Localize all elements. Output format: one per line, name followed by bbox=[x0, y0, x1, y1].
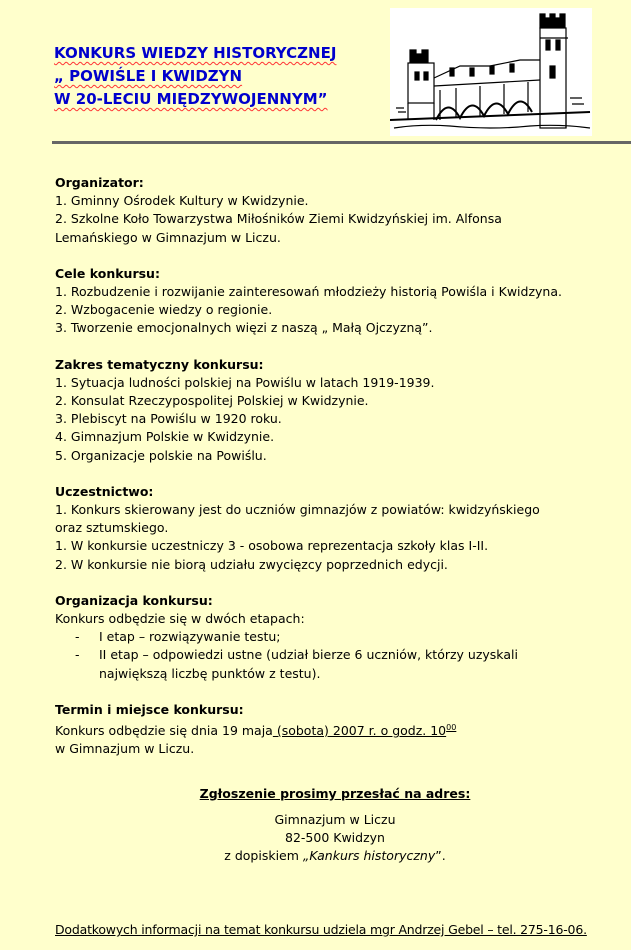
application-title: Zgłoszenie prosimy przesłać na adres: bbox=[199, 785, 471, 801]
venue-place: w Gimnazjum w Liczu. bbox=[55, 741, 195, 757]
list-item: 2. Szkolne Koło Towarzystwa Miłośników Ziemi Kwidzyńskiej im. Alfonsa bbox=[55, 211, 502, 227]
header bbox=[0, 0, 631, 150]
stage-text-continued: największą liczbę punktów z testu). bbox=[99, 665, 321, 681]
title-line-3: W 20-LECIU MIĘDZYWOJENNYM” bbox=[54, 90, 328, 108]
organizer-section bbox=[55, 174, 615, 247]
stage-text: I etap – rozwiązywanie testu; bbox=[99, 629, 281, 645]
address-note bbox=[55, 847, 615, 865]
dash-bullet: - bbox=[75, 629, 80, 645]
intro-text: Konkurs odbędzie się w dwóch etapach: bbox=[55, 611, 305, 627]
date-text: Konkurs odbędzie się dnia 19 maja bbox=[55, 723, 273, 739]
date-time-text: (sobota) 2007 r. o godz. 10 bbox=[272, 723, 447, 739]
address-block bbox=[55, 811, 615, 866]
castle-illustration bbox=[390, 8, 592, 136]
list-item: 4. Gimnazjum Polskie w Kwidzynie. bbox=[55, 429, 275, 445]
section-title: Zakres tematyczny konkursu: bbox=[55, 356, 264, 372]
stage-text: II etap – odpowiedzi ustne (udział bierze 6 uczniów, którzy uzyskali bbox=[99, 647, 518, 663]
scope-section bbox=[55, 356, 615, 465]
venue-section bbox=[55, 701, 615, 759]
list-item: Lemańskiego w Gimnazjum w Liczu. bbox=[55, 229, 281, 245]
note-prefix: z dopiskiem bbox=[224, 848, 303, 864]
address-line: 82-500 Kwidzyn bbox=[285, 830, 385, 846]
list-item: 3. Plebiscyt na Powiślu w 1920 roku. bbox=[55, 411, 282, 427]
list-item: 2. W konkursie nie biorą udziału zwycięzcy poprzednich edycji. bbox=[55, 556, 448, 572]
list-item: 1. Konkurs skierowany jest do uczniów gimnazjów z powiatów: kwidzyńskiego bbox=[55, 502, 540, 518]
list-item: oraz sztumskiego. bbox=[55, 520, 169, 536]
page-title bbox=[54, 42, 336, 111]
list-item: 2. Konsulat Rzeczypospolitej Polskiej w Kwidzynie. bbox=[55, 393, 369, 409]
stage-item bbox=[55, 646, 615, 664]
organization-section bbox=[55, 592, 615, 683]
section-title: Uczestnictwo: bbox=[55, 483, 154, 499]
section-title: Organizator: bbox=[55, 175, 144, 190]
title-line-1: KONKURS WIEDZY HISTORYCZNEJ bbox=[54, 44, 337, 62]
list-item: 1. W konkursie uczestniczy 3 - osobowa reprezentacja szkoły klas I-II. bbox=[55, 538, 489, 554]
list-item: 3. Tworzenie emocjonalnych więzi z naszą „ Małą Ojczyzną”. bbox=[55, 320, 433, 336]
list-item: 1. Sytuacja ludności polskiej na Powiślu w latach 1919-1939. bbox=[55, 374, 435, 390]
venue-date bbox=[55, 719, 615, 740]
note-italic: „Kankurs historyczny bbox=[302, 848, 436, 864]
section-title: Cele konkursu: bbox=[55, 265, 160, 281]
address-line: Gimnazjum w Liczu bbox=[274, 811, 396, 827]
section-title: Organizacja konkursu: bbox=[55, 592, 213, 608]
title-line-2: „ POWIŚLE I KWIDZYN bbox=[54, 67, 243, 85]
section-title: Termin i miejsce konkursu: bbox=[55, 701, 244, 717]
list-item: 5. Organizacje polskie na Powiślu. bbox=[55, 447, 267, 463]
horizontal-rule bbox=[52, 141, 631, 144]
list-item: 1. Rozbudzenie i rozwijanie zainteresowań młodzieży historią Powiśla i Kwidzyna. bbox=[55, 284, 562, 300]
list-item: 1. Gminny Ośrodek Kultury w Kwidzynie. bbox=[55, 193, 309, 209]
stage-item bbox=[55, 628, 615, 646]
time-superscript: 00 bbox=[446, 723, 457, 733]
goals-section bbox=[55, 265, 615, 338]
note-suffix: ”. bbox=[435, 848, 446, 864]
list-item: 2. Wzbogacenie wiedzy o regionie. bbox=[55, 302, 273, 318]
document-body bbox=[55, 174, 615, 865]
dash-bullet: - bbox=[75, 647, 80, 663]
participation-section bbox=[55, 483, 615, 574]
footer-contact: Dodatkowych informacji na temat konkursu udziela mgr Andrzej Gebel – tel. 275-16-06. bbox=[55, 922, 587, 937]
